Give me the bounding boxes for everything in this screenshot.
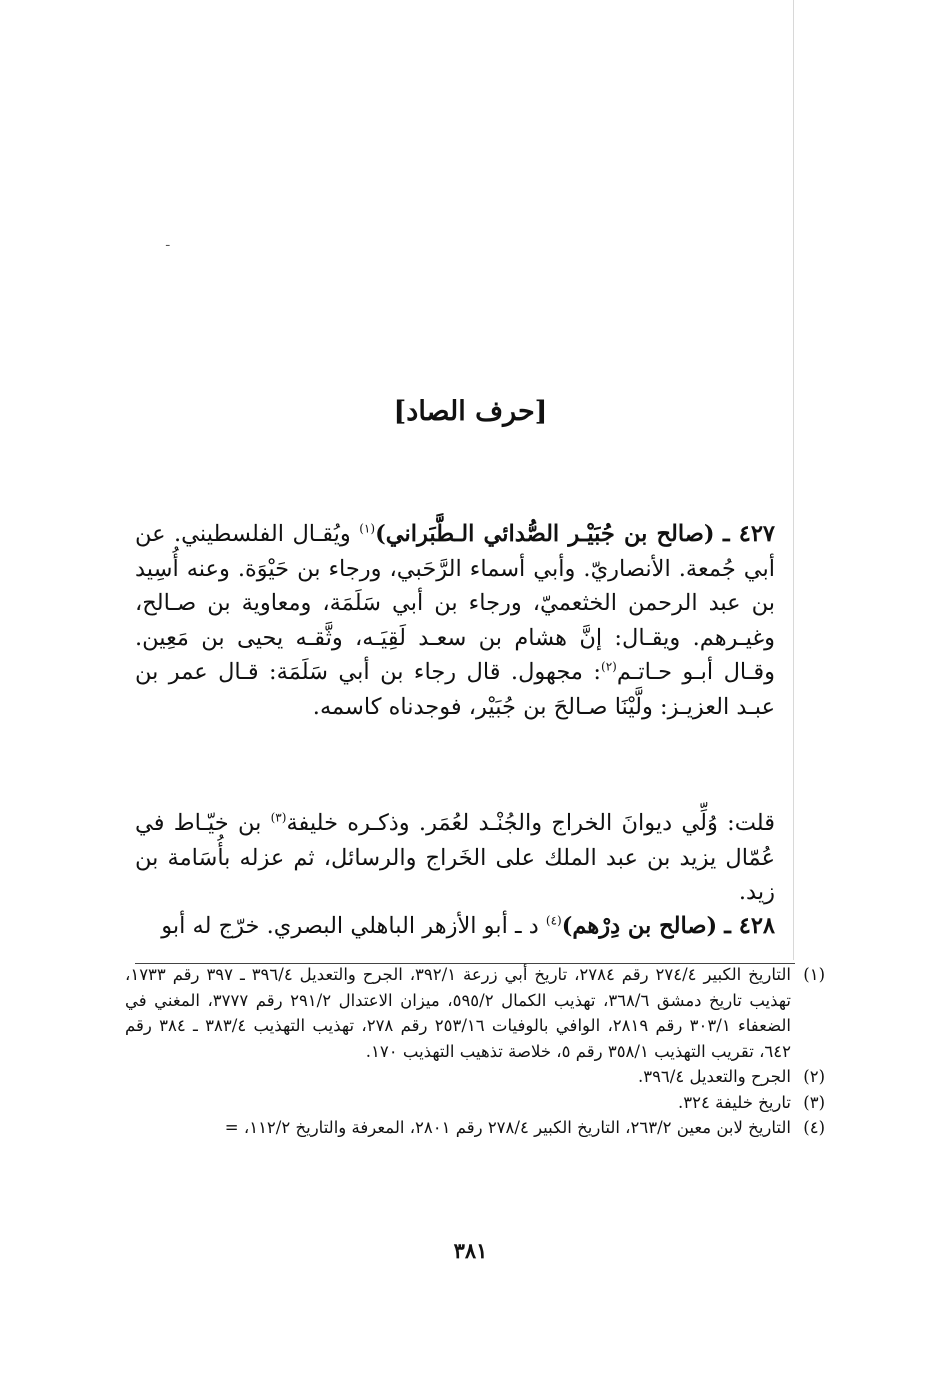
footnote-ref[interactable]: (٢) xyxy=(601,659,617,674)
entry-text: : مجهول. قال رجاء بن أبي سَلَمَة: قـال عمر بن عبـد العزيـز: ولَّيْنَا صـالحَ بن جُبَيْر، فوجدناه كاسمه. xyxy=(135,659,775,720)
footnote-3 xyxy=(125,1090,825,1116)
footnote-text: التاريخ الكبير ٢٧٤/٤ رقم ٢٧٨٤، تاريخ أبي زرعة ٣٩٢/١، الجرح والتعديل ٣٩٦/٤ ـ ٣٩٧ رقم ١٧٣٣، تهذيب تاريخ دمشق ٣٦٨/٦، تهذيب الكمال ٥٩٥/٢، ميزان الاعتدال ٢٩١/٢ رقم ٣٧٧٧، المغني في الضعفاء ٣٠٣/١ رقم ٢٨١٩، الوافي بالوفيات ٢٥٣/١٦ رقم ٢٧٨، تهذيب التهذيب ٣٨٣/٤ ـ ٣٨٤ رقم ٦٤٢، تقريب التهذيب ٣٥٨/١ رقم ٥، خلاصة تذهيب التهذيب ١٧٠. xyxy=(125,965,791,1061)
scan-edge-line xyxy=(793,0,794,960)
entry-name: (صالح بن دِرْهم) xyxy=(561,913,718,939)
footnote-number: (١) xyxy=(803,965,825,984)
entry-name: (صالح بن جُبَيْـر الصُّدائي الـطَّبَراني) xyxy=(375,521,715,547)
footnote-number: (٤) xyxy=(803,1118,825,1137)
footnotes xyxy=(125,962,825,1141)
footnote-text: تاريخ خليفة ٣٢٤. xyxy=(678,1092,791,1112)
entry-number: ٤٢٨ ـ xyxy=(724,913,775,939)
page-number: ٣٨١ xyxy=(453,1238,488,1263)
footnote-4 xyxy=(125,1115,825,1141)
footnote-number: (٣) xyxy=(803,1092,825,1112)
section-title: [حرف الصاد] xyxy=(393,396,548,427)
note-text: قلت: وُلِّي ديوانَ الخراج والجُنْـد لعُمَر. وذكـره خليفة xyxy=(286,810,775,836)
footnote-2 xyxy=(125,1064,825,1090)
entry-text: د ـ أبو الأزهر الباهلي البصري. خرّج له أبو xyxy=(161,913,546,939)
footnote-text: التاريخ لابن معين ٢٦٣/٢، التاريخ الكبير ٢٧٨/٤ رقم ٢٨٠١، المعرفة والتاريخ ١١٢/٢، = xyxy=(224,1118,791,1137)
footnote-1 xyxy=(125,962,825,1064)
footnote-number: (٢) xyxy=(803,1067,825,1086)
corner-mark: ـ xyxy=(166,235,170,249)
footnote-ref[interactable]: (٣) xyxy=(270,810,287,825)
entry-number: ٤٢٧ ـ xyxy=(723,521,776,547)
entry-text: ويُقـال الفلسطيني. عن أبي جُمعة. الأنصاريّ. وأبي أسماء الرَّحَبي، ورجاء بن حَيْوَة. وعنه أُسِيد بن عبد الرحمن الخثعميّ، ورجاء بن أبي سَلَمَة، ومعاوية بن صـالح، وغيـرهم. ويقـال: إنَّ هشام بن سعـد لَقِيَـه، وثَّقـه يحيى بن مَعِين. وقـال أبـو حـاتـم xyxy=(135,521,775,686)
footnote-text: الجرح والتعديل ٣٩٦/٤. xyxy=(637,1067,791,1086)
footnote-ref[interactable]: (١) xyxy=(359,521,376,536)
entry-428 xyxy=(135,909,775,944)
footnote-ref[interactable]: (٤) xyxy=(545,913,562,928)
note-text: بن خيّـاط في عُمّال يزيد بن عبد الملك على الخَراج والرسائل، ثم عزله بأُسَامة بن زيد. xyxy=(135,810,775,906)
entry-427 xyxy=(135,517,775,725)
author-note xyxy=(135,806,775,910)
